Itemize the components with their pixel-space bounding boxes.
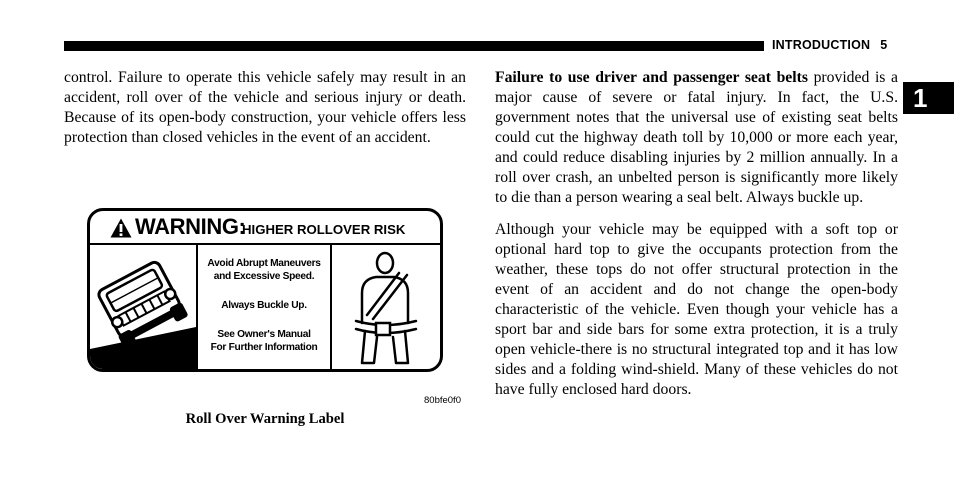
rollover-vehicle-icon bbox=[90, 245, 198, 372]
figure-caption: Roll Over Warning Label bbox=[185, 411, 345, 427]
right-column bbox=[495, 68, 898, 400]
seatbelt-body: provided is a major cause of severe or fatal injury. In fact, the U.S. government notes that the universal use of existing seat belts could cut the highway death toll by 10,000 or more each year, and could reduce disabling injuries by 2 million annually. In a roll over crash, an unbelted person is significantly more likely to die than a person wearing a seal belt. Always buckle up. bbox=[495, 69, 898, 206]
left-paragraph: control. Failure to operate this vehicle safely may result in an accident, roll over of the vehicle and serious injury or death. Because of its open-body construction, your vehicle offers less protection than closed vehicles in the event of an accident. bbox=[64, 69, 466, 146]
label-instructions bbox=[198, 245, 332, 372]
label-title bbox=[90, 211, 440, 245]
chapter-tab: 1 bbox=[903, 82, 954, 114]
seatbelt-paragraph bbox=[495, 68, 898, 208]
label-image-code: 80bfe0f0 bbox=[424, 395, 461, 406]
label-title-warning: WARNING: bbox=[135, 214, 246, 239]
warning-triangle-icon bbox=[110, 218, 132, 238]
label-line-3: Always Buckle Up. bbox=[221, 300, 307, 311]
rollover-warning-label bbox=[87, 208, 443, 372]
label-line-1: Avoid Abrupt Maneuvers bbox=[207, 258, 321, 269]
label-line-4: See Owner's Manual bbox=[217, 329, 311, 340]
seatbelt-person-icon bbox=[332, 245, 440, 372]
left-column bbox=[64, 68, 466, 148]
label-line-2: and Excessive Speed. bbox=[213, 271, 315, 282]
label-title-risk: HIGHER ROLLOVER RISK bbox=[242, 222, 406, 237]
section-title: INTRODUCTION bbox=[772, 38, 871, 52]
header-rule bbox=[64, 41, 764, 51]
open-body-paragraph: Although your vehicle may be equipped with a soft top or optional hard top to give the occupants protection from the weather, these tops do not offer structural protection in the event of an accident and do not change the open-body characteristic of the vehicle. Even though your vehicle has a sport bar and side bars for some extra protection, it is a truly open vehicle-there is no structural integrated top and it has low sides and a folding wind-shield. Many of these vehicles do not have fully enclosed hard doors. bbox=[495, 221, 898, 398]
seatbelt-lead: Failure to use driver and passenger seat belts bbox=[495, 69, 808, 86]
label-line-5: For Further Information bbox=[210, 342, 318, 353]
running-header bbox=[772, 38, 887, 52]
page-number: 5 bbox=[880, 38, 888, 52]
